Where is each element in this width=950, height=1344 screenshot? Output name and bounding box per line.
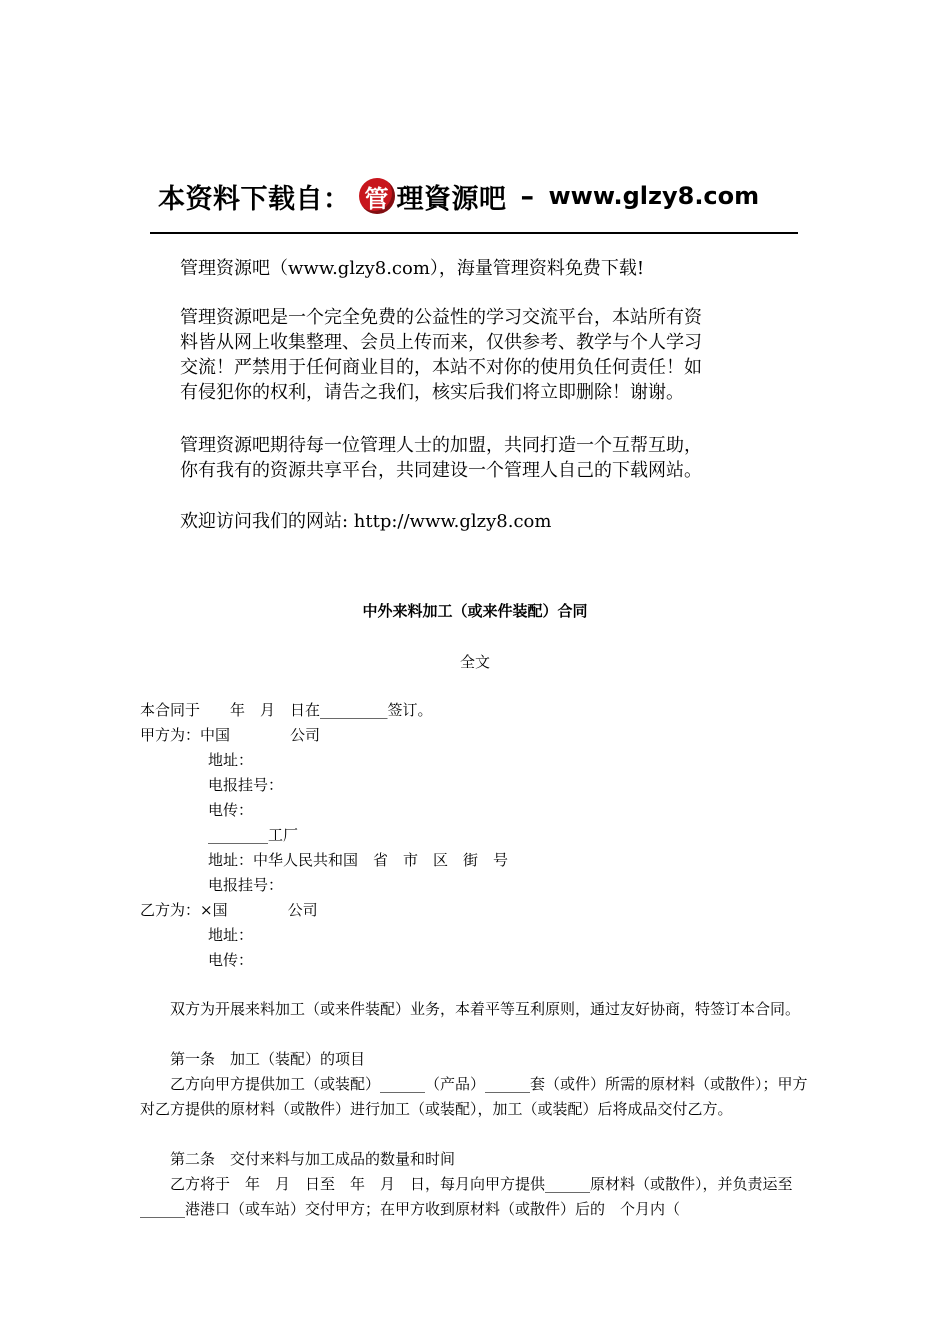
article-1-heading: 第一条 加工（装配）的项目: [140, 1050, 366, 1068]
promo-line-1: 管理资源吧（www.glzy8.com），海量管理资料免费下载!: [180, 258, 645, 279]
factory-line: ________工厂: [208, 826, 299, 844]
banner-prefix: 本资料下载自：: [158, 183, 351, 215]
banner-site-name: 理資源吧: [396, 183, 507, 215]
banner-url[interactable]: www.glzy8.com: [548, 182, 760, 210]
party-a-telegraph: 电报挂号：: [208, 776, 284, 794]
party-b-address: 地址：: [208, 926, 254, 944]
site-logo-icon: 管: [359, 178, 395, 214]
article-2-text: 乙方将于 年 月 日至 年 月 日，每月向甲方提供______原材料（或散件），并负责运至______港港口（或车站）交付甲方；在甲方收到原材料（或散件）后的 个月内（: [140, 1175, 793, 1218]
contract-subtitle: 全文: [459, 653, 490, 671]
party-a-telex: 电传：: [208, 801, 254, 819]
contract-title: 中外来料加工（或来件装配）合同: [362, 602, 588, 620]
promo-website-line: 欢迎访问我们的网站: http://www.glzy8.com: [180, 511, 552, 532]
banner-rule: [150, 232, 798, 234]
party-b-line: 乙方为：×国 公司: [140, 901, 318, 919]
source-banner: [158, 174, 798, 218]
promo-paragraph-3: 管理资源吧期待每一位管理人士的加盟，共同打造一个互帮互助， 你有我有的资源共享平台，共同建设一个管理人自己的下载网站。: [180, 435, 702, 481]
signing-line: 本合同于 年 月 日在_________签订。: [140, 701, 433, 719]
article-2-heading: 第二条 交付来料与加工成品的数量和时间: [140, 1150, 456, 1168]
party-a-line: 甲方为：中国 公司: [140, 726, 321, 744]
banner-dash: –: [520, 180, 535, 212]
factory-telegraph: 电报挂号：: [208, 876, 284, 894]
party-a-address: 地址：: [208, 751, 254, 769]
article-1-text: 乙方向甲方提供加工（或装配）______（产品）______套（或件）所需的原材料（或散件）；甲方对乙方提供的原材料（或散件）进行加工（或装配），加工（或装配）后将成品交付乙方。: [140, 1075, 808, 1118]
factory-address: 地址：中华人民共和国 省 市 区 街 号: [208, 851, 509, 869]
party-b-telex: 电传：: [208, 951, 254, 969]
preamble-paragraph: 双方为开展来料加工（或来件装配）业务，本着平等互利原则，通过友好协商，特签订本合同。: [140, 1000, 801, 1018]
promo-paragraph-2: 管理资源吧是一个完全免费的公益性的学习交流平台，本站所有资 料皆从网上收集整理、会员上传而来，仅供参考、教学与个人学习 交流！严禁用于任何商业目的，本站不对你的使用负任何责任！如 有侵犯你的权利，请告之我们，核实后我们将立即删除！谢谢。: [180, 307, 702, 403]
